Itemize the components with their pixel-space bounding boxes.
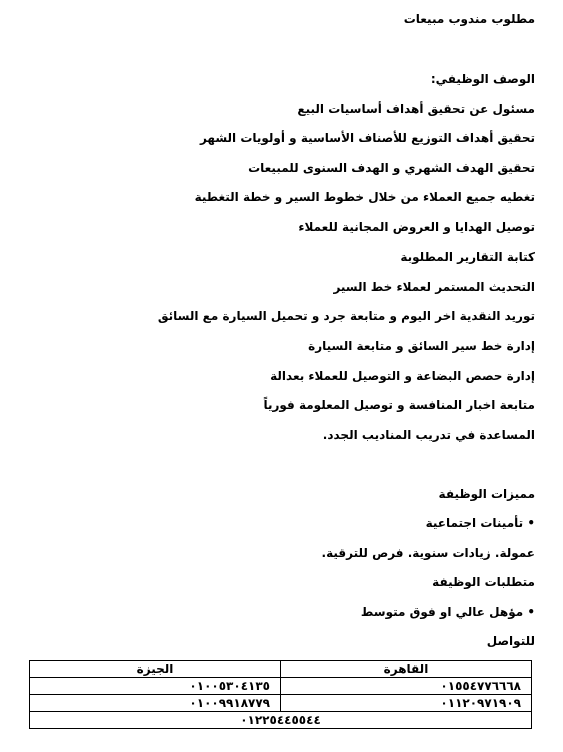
requirements-heading: متطلبات الوظيفة	[432, 575, 535, 589]
contact-heading: للتواصل	[486, 634, 535, 648]
description-item: المساعدة في تدريب المناديب الجدد.	[322, 428, 535, 442]
cairo-phone: ٠١١٢٠٩٧١٩٠٩	[281, 695, 532, 712]
cairo-label: القاهرة	[281, 661, 532, 678]
description-item: إدارة خط سير السائق و متابعة السيارة	[308, 339, 535, 353]
description-item: توريد النقدية اخر اليوم و متابعة جرد و تحميل السيارة مع السائق	[157, 309, 535, 323]
description-item: مسئول عن تحقيق أهداف أساسيات البيع	[297, 102, 535, 116]
table-row	[30, 695, 532, 712]
description-item: إدارة حصص البضاعة و التوصيل للعملاء بعدالة	[270, 369, 535, 383]
description-item: تحقيق أهداف التوزيع للأصناف الأساسية و أولويات الشهر	[199, 131, 535, 145]
description-item: كتابة التقارير المطلوبة	[400, 250, 535, 264]
giza-phone: ٠١٠٠٩٩١٨٧٧٩	[30, 695, 281, 712]
description-heading: الوصف الوظيفي:	[430, 72, 535, 86]
benefit-item: عمولة. زيادات سنوية. فرص للترقية.	[321, 546, 535, 560]
giza-label: الجيزة	[30, 661, 281, 678]
table-row	[30, 678, 532, 695]
table-row	[30, 661, 532, 678]
giza-phone: ٠١٠٠٥٣٠٤١٣٥	[30, 678, 281, 695]
description-item: تغطيه جميع العملاء من خلال خطوط السير و خطة التغطية	[194, 190, 535, 204]
shared-phone: ٠١٢٢٥٤٤٥٥٤٤	[30, 712, 532, 729]
benefit-item: • تأمينات اجتماعية	[425, 516, 535, 530]
contacts-table	[29, 660, 532, 729]
description-item: التحديث المستمر لعملاء خط السير	[333, 280, 535, 294]
requirement-item: • مؤهل عالي او فوق متوسط	[360, 605, 535, 619]
page-title: مطلوب مندوب مبيعات	[403, 12, 535, 26]
table-row	[30, 712, 532, 729]
description-item: توصيل الهدايا و العروض المجانية للعملاء	[298, 220, 535, 234]
benefits-heading: مميزات الوظيفة	[438, 487, 535, 501]
cairo-phone: ٠١٥٥٤٧٧٦٦٦٨	[281, 678, 532, 695]
description-item: تحقيق الهدف الشهري و الهدف السنوى للمبيعات	[248, 161, 535, 175]
description-item: متابعة اخبار المنافسة و توصيل المعلومة فورياً	[263, 398, 535, 412]
